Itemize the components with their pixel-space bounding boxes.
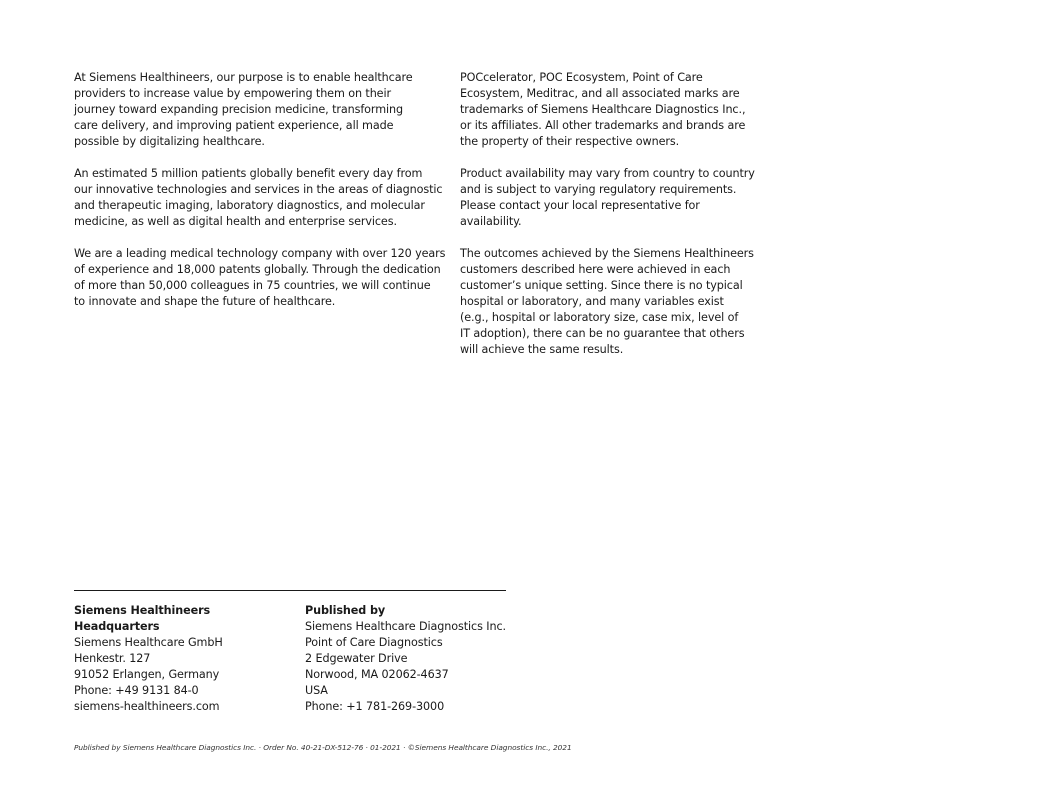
purpose-paragraph: At Siemens Healthineers, our purpose is to enable healthcare providers to increase value by empowering them on their journey toward expanding precision medicine, transforming care delivery, and improving patient experience, all made possible by digitalizing healthcare. (74, 71, 413, 148)
trademark-paragraph: POCcelerator, POC Ecosystem, Point of Care Ecosystem, Meditrac, and all associated marks are trademarks of Siemens Healthcare Diagnostics Inc., or its affiliates. All other trademarks and brands are the property of their respective owners. (460, 71, 746, 148)
company-paragraph: We are a leading medical technology company with over 120 years of experience and 18,000 patents globally. Through the dedication of more than 50,000 colleagues in 75 countries, we will continue to innovate and shape the future of healthcare. (74, 247, 446, 308)
headquarters-address (74, 603, 299, 715)
publisher-company: Siemens Healthcare Diagnostics Inc. (305, 620, 506, 633)
headquarters-website: siemens-healthineers.com (74, 700, 220, 713)
publisher-division: Point of Care Diagnostics (305, 636, 443, 649)
left-text-column (74, 70, 449, 326)
publisher-heading: Published by (305, 604, 386, 617)
headquarters-phone: Phone: +49 9131 84-0 (74, 684, 199, 697)
patients-paragraph: An estimated 5 million patients globally benefit every day from our innovative technologies and services in the areas of diagnostic and therapeutic imaging, laboratory diagnostics, and molecular medicine, as well as digital health and enterprise services. (74, 167, 443, 228)
publisher-street: 2 Edgewater Drive (305, 652, 408, 665)
outcomes-disclaimer-paragraph: The outcomes achieved by the Siemens Healthineers customers described here were achieved in each customer’s unique setting. Since there is no typical hospital or laboratory, and many variables exist (e.g., hospital or laboratory size, case mix, level of IT adoption), there can be no guarantee that others will achieve the same results. (460, 247, 754, 356)
right-text-column (460, 70, 760, 374)
publisher-phone: Phone: +1 781-269-3000 (305, 700, 445, 713)
headquarters-heading: Siemens Healthineers Headquarters (74, 604, 211, 633)
headquarters-street: Henkestr. 127 (74, 652, 151, 665)
headquarters-company: Siemens Healthcare GmbH (74, 636, 223, 649)
publication-footer: Published by Siemens Healthcare Diagnostics Inc. · Order No. 40-21-DX-512-76 · 01-2021 · ©Siemens Healthcare Diagnostics Inc., 2021 (74, 743, 572, 752)
headquarters-city: 91052 Erlangen, Germany (74, 668, 220, 681)
publisher-city: Norwood, MA 02062-4637 (305, 668, 449, 681)
publisher-address (305, 603, 525, 715)
publisher-country: USA (305, 684, 328, 697)
availability-paragraph: Product availability may vary from country to country and is subject to varying regulatory requirements. Please contact your local representative for availability. (460, 167, 755, 228)
divider-line (74, 590, 506, 591)
